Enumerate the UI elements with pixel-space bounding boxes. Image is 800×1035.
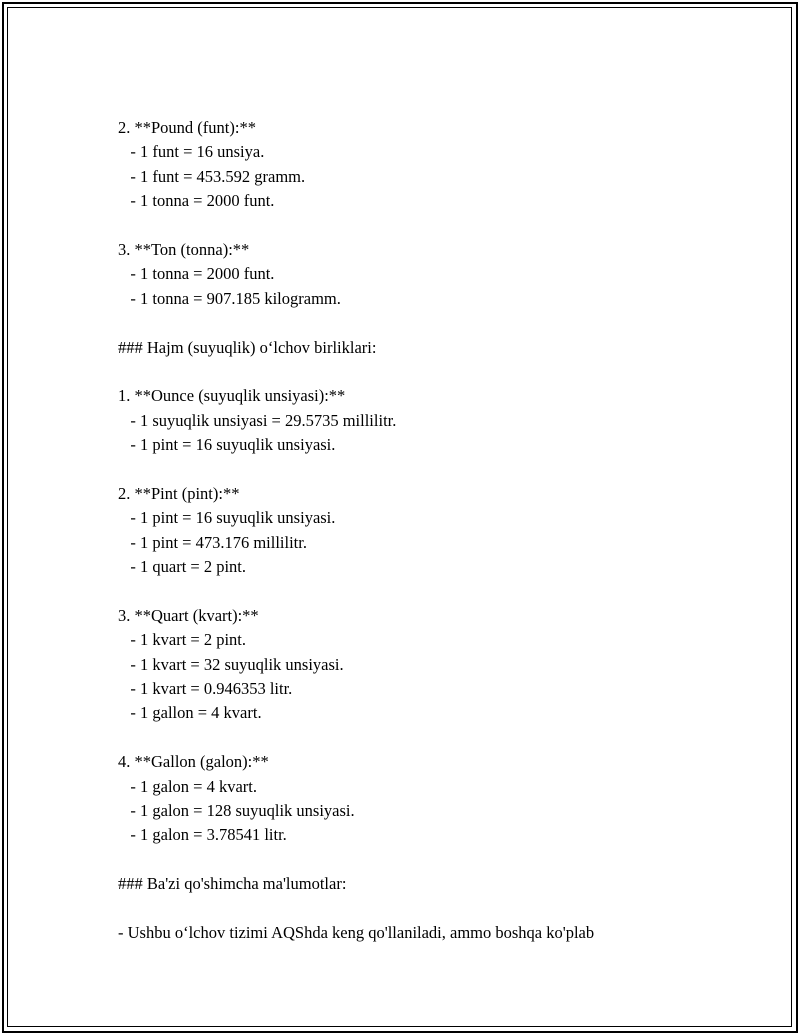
list-subitem: - 1 kvart = 2 pint. [118, 630, 246, 650]
blank-line [118, 311, 758, 335]
list-subitem: - 1 funt = 16 unsiya. [118, 142, 265, 162]
list-subitem: - 1 pint = 473.176 millilitr. [118, 532, 307, 552]
list-item-ounce-heading: 1. **Ounce (suyuqlik unsiyasi):** [118, 386, 346, 406]
list-subitem: - 1 galon = 128 suyuqlik unsiyasi. [118, 800, 355, 820]
section-heading-additional-info: ### Ba'zi qo'shimcha ma'lumotlar: [118, 874, 347, 894]
list-item-quart-heading: 3. **Quart (kvart):** [118, 605, 259, 625]
list-item-pint-heading: 2. **Pint (pint):** [118, 483, 240, 503]
blank-line [118, 579, 758, 603]
paragraph-bullet: - Ushbu oʻlchov tizimi AQShda keng qo'llaniladi, ammo boshqa ko'plab [118, 922, 595, 942]
blank-line [118, 360, 758, 384]
list-subitem: - 1 pint = 16 suyuqlik unsiyasi. [118, 508, 336, 528]
list-subitem: - 1 funt = 453.592 gramm. [118, 166, 306, 186]
blank-line [118, 726, 758, 750]
list-subitem: - 1 tonna = 2000 funt. [118, 191, 275, 211]
blank-line [118, 457, 758, 481]
list-item-gallon-heading: 4. **Gallon (galon):** [118, 752, 269, 772]
list-subitem: - 1 quart = 2 pint. [118, 557, 246, 577]
list-subitem: - 1 galon = 3.78541 litr. [118, 825, 287, 845]
blank-line [118, 214, 758, 238]
list-item-ton-heading: 3. **Ton (tonna):** [118, 239, 250, 259]
list-subitem: - 1 tonna = 907.185 kilogramm. [118, 288, 341, 308]
document-body [118, 116, 758, 945]
blank-line [118, 897, 758, 921]
section-heading-volume: ### Hajm (suyuqlik) oʻlchov birliklari: [118, 337, 377, 357]
list-subitem: - 1 kvart = 32 suyuqlik unsiyasi. [118, 654, 344, 674]
list-subitem: - 1 pint = 16 suyuqlik unsiyasi. [118, 435, 336, 455]
list-subitem: - 1 tonna = 2000 funt. [118, 264, 275, 284]
list-subitem: - 1 galon = 4 kvart. [118, 776, 257, 796]
list-item-pound-heading: 2. **Pound (funt):** [118, 118, 256, 137]
list-subitem: - 1 suyuqlik unsiyasi = 29.5735 millilitr. [118, 410, 397, 430]
list-subitem: - 1 kvart = 0.946353 litr. [118, 678, 293, 698]
list-subitem: - 1 gallon = 4 kvart. [118, 703, 262, 723]
blank-line [118, 848, 758, 872]
